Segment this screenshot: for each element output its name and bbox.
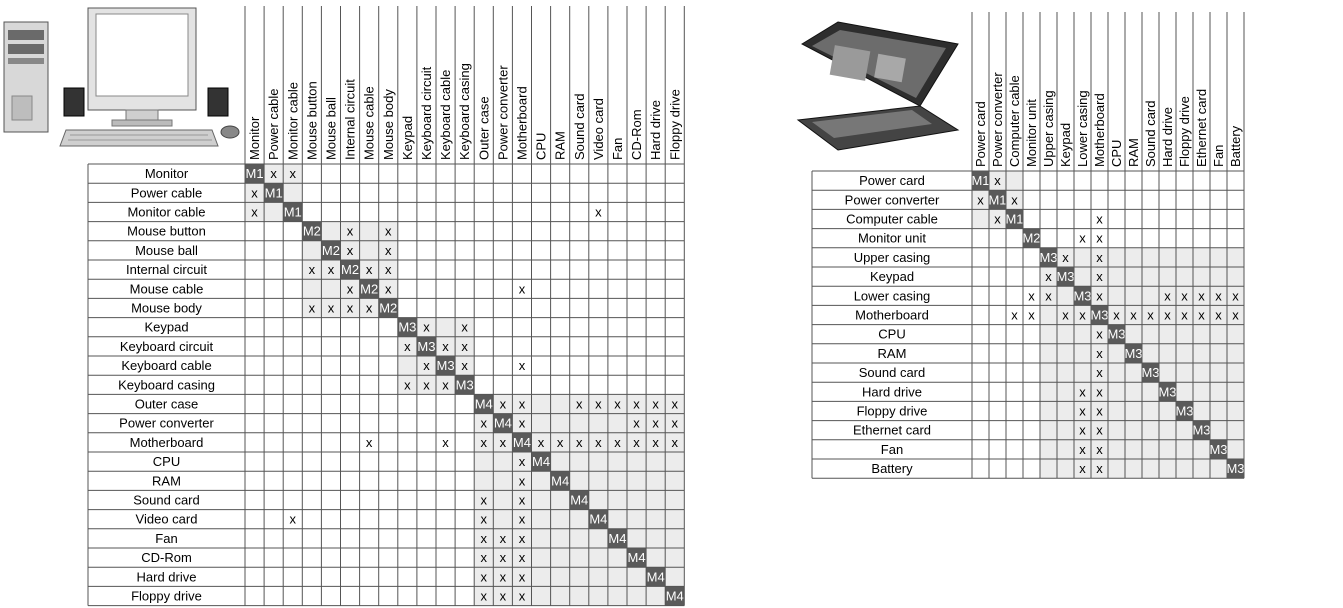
column-label: Power converter <box>990 72 1005 167</box>
row-label: Mouse body <box>131 300 202 316</box>
dependency-mark: x <box>480 588 487 604</box>
dependency-mark: x <box>1096 345 1103 361</box>
dependency-mark: x <box>442 338 449 354</box>
dependency-mark: x <box>1164 307 1171 323</box>
dependency-mark: x <box>1181 288 1188 304</box>
dependency-mark: x <box>480 511 487 527</box>
module-label: M3 <box>1107 326 1126 342</box>
dependency-mark: x <box>1045 269 1052 285</box>
dependency-mark: x <box>1147 307 1154 323</box>
dependency-mark: x <box>1028 307 1035 323</box>
dependency-mark: x <box>518 454 526 470</box>
dependency-mark: x <box>614 434 621 450</box>
dependency-mark: x <box>480 569 487 585</box>
dependency-mark: x <box>518 281 526 297</box>
row-label: Keyboard cable <box>121 358 212 374</box>
dependency-mark: x <box>423 358 430 374</box>
dependency-mark: x <box>633 434 640 450</box>
column-label: Keyboard casing <box>457 63 473 160</box>
dependency-mark: x <box>461 319 468 335</box>
dependency-mark: x <box>346 223 354 239</box>
dependency-mark: x <box>1215 307 1222 323</box>
dependency-mark: x <box>1096 403 1103 419</box>
row-label: Floppy drive <box>131 588 202 604</box>
column-label: Fan <box>609 137 625 160</box>
dependency-mark: x <box>994 211 1001 227</box>
column-label: Keyboard circuit <box>418 66 434 160</box>
module-label: M3 <box>1073 288 1092 304</box>
module-label: M4 <box>646 569 665 585</box>
dependency-mark: x <box>404 338 411 354</box>
module-label: M3 <box>436 358 455 374</box>
row-label: Floppy drive <box>856 403 928 419</box>
dependency-mark: x <box>499 530 507 546</box>
column-label: Upper casing <box>1041 90 1056 167</box>
column-label: Computer cable <box>1007 75 1022 167</box>
dependency-mark: x <box>270 166 277 182</box>
column-label: CD-Rom <box>629 109 645 160</box>
module-label: M4 <box>608 530 627 546</box>
dependency-mark: x <box>480 550 487 566</box>
dependency-mark: x <box>289 166 296 182</box>
dependency-mark: x <box>1079 461 1086 477</box>
module-label: M4 <box>589 511 608 527</box>
dependency-mark: x <box>1062 307 1069 323</box>
dependency-mark: x <box>1028 288 1035 304</box>
dependency-mark: x <box>518 396 526 412</box>
dependency-mark: x <box>1096 211 1103 227</box>
dependency-mark: x <box>518 511 526 527</box>
dependency-mark: x <box>1079 230 1086 246</box>
row-label: Power converter <box>119 415 214 431</box>
dependency-mark: x <box>633 396 640 412</box>
row-label: Mouse cable <box>129 281 204 297</box>
column-label: Monitor <box>247 116 263 160</box>
module-label: M3 <box>1124 345 1143 361</box>
dependency-mark: x <box>1096 230 1103 246</box>
dependency-mark: x <box>480 530 487 546</box>
dependency-mark: x <box>1079 307 1086 323</box>
dependency-mark: x <box>423 319 430 335</box>
dependency-mark: x <box>385 281 392 297</box>
dependency-mark: x <box>556 434 564 450</box>
dependency-mark: x <box>346 300 354 316</box>
dependency-mark: x <box>1096 384 1103 400</box>
module-label: M1 <box>283 204 302 220</box>
dependency-mark: x <box>346 281 354 297</box>
dependency-mark: x <box>1011 307 1018 323</box>
dependency-mark: x <box>576 396 583 412</box>
dependency-mark: x <box>994 173 1001 189</box>
row-label: Battery <box>871 461 913 477</box>
dependency-mark: x <box>327 300 335 316</box>
column-label: Fan <box>1211 144 1226 167</box>
column-label: Video card <box>590 98 606 160</box>
row-label: Power card <box>859 173 925 189</box>
column-label: Power converter <box>495 65 511 160</box>
row-label: RAM <box>877 345 907 361</box>
row-label: Lower casing <box>853 288 931 304</box>
column-label: Mouse body <box>380 89 396 160</box>
dependency-mark: x <box>1079 441 1086 457</box>
module-label: M4 <box>474 396 493 412</box>
column-label: Sound card <box>1143 100 1158 167</box>
row-label: Motherboard <box>129 434 204 450</box>
dependency-mark: x <box>595 434 602 450</box>
column-label: Internal circuit <box>342 79 358 160</box>
dependency-mark: x <box>1096 249 1103 265</box>
dependency-mark: x <box>1181 307 1188 323</box>
module-label: M1 <box>1005 211 1024 227</box>
row-label: Monitor unit <box>858 230 926 246</box>
dependency-mark: x <box>1096 422 1103 438</box>
laptop-computer-illustration <box>798 22 958 150</box>
column-label: Hard drive <box>648 100 664 160</box>
dependency-mark: x <box>576 434 583 450</box>
module-label: M4 <box>627 550 646 566</box>
dependency-mark: x <box>346 242 354 258</box>
row-label: Power cable <box>130 185 203 201</box>
dependency-mark: x <box>385 262 392 278</box>
column-label: Floppy drive <box>1177 96 1192 167</box>
dependency-mark: x <box>385 242 392 258</box>
column-label: CPU <box>1109 139 1124 167</box>
row-label: Hard drive <box>136 569 197 585</box>
module-label: M2 <box>321 242 340 258</box>
dependency-mark: x <box>1198 288 1205 304</box>
module-label: M3 <box>417 338 436 354</box>
column-label: Ethernet card <box>1194 88 1209 167</box>
module-label: M2 <box>302 223 321 239</box>
dependency-mark: x <box>442 434 449 450</box>
dependency-mark: x <box>1232 288 1239 304</box>
column-label: Floppy drive <box>667 89 683 160</box>
module-label: M2 <box>1022 230 1041 246</box>
dependency-mark: x <box>518 415 526 431</box>
module-label: M3 <box>1226 461 1245 477</box>
dependency-mark: x <box>652 434 659 450</box>
column-label: Battery <box>1228 125 1243 167</box>
row-label: Monitor cable <box>127 204 206 220</box>
row-label: Power converter <box>844 192 940 208</box>
column-label: Power card <box>973 101 988 167</box>
dependency-mark: x <box>518 569 526 585</box>
column-label: Keypad <box>399 115 415 160</box>
row-label: Motherboard <box>855 307 929 323</box>
row-label: Upper casing <box>853 249 931 265</box>
dependency-mark: x <box>1079 403 1086 419</box>
column-label: Hard drive <box>1160 107 1175 167</box>
dependency-mark: x <box>499 569 507 585</box>
dependency-mark: x <box>461 338 468 354</box>
row-label: CD-Rom <box>141 550 192 566</box>
row-label: Keyboard circuit <box>119 338 214 354</box>
desktop-computer-illustration <box>4 8 239 146</box>
column-label: Motherboard <box>514 86 530 160</box>
row-label: Mouse ball <box>135 242 198 258</box>
module-label: M2 <box>360 281 379 297</box>
row-label: Outer case <box>134 396 199 412</box>
dependency-mark: x <box>365 262 373 278</box>
dependency-mark: x <box>614 396 621 412</box>
dependency-mark: x <box>1011 192 1018 208</box>
row-label: Computer cable <box>846 211 938 227</box>
dependency-mark: x <box>1045 288 1052 304</box>
module-label: M3 <box>1090 307 1109 323</box>
column-label: Outer case <box>476 96 492 160</box>
column-label: CPU <box>533 132 549 160</box>
dependency-mark: x <box>518 358 526 374</box>
module-label: M1 <box>264 185 283 201</box>
module-label: M1 <box>971 173 990 189</box>
module-label: M4 <box>551 473 570 489</box>
module-label: M4 <box>665 588 684 604</box>
row-label: CPU <box>152 454 181 470</box>
column-label: Keyboard cable <box>438 69 454 160</box>
dependency-mark: x <box>1096 288 1103 304</box>
module-label: M3 <box>398 319 417 335</box>
dependency-mark: x <box>365 434 373 450</box>
dependency-mark: x <box>499 588 507 604</box>
dependency-mark: x <box>251 204 258 220</box>
module-label: M3 <box>1039 249 1058 265</box>
row-label: RAM <box>152 473 181 489</box>
column-label: RAM <box>1126 138 1141 167</box>
dependency-mark: x <box>499 434 507 450</box>
module-label: M1 <box>988 192 1007 208</box>
dependency-mark: x <box>365 300 373 316</box>
dependency-mark: x <box>671 434 678 450</box>
row-label: Internal circuit <box>126 262 207 278</box>
dependency-mark: x <box>289 511 296 527</box>
row-label: Sound card <box>858 365 926 381</box>
dependency-mark: x <box>1096 461 1103 477</box>
dependency-mark: x <box>1096 326 1103 342</box>
column-label: Mouse cable <box>361 86 377 160</box>
column-label: Monitor cable <box>285 81 301 160</box>
dependency-mark: x <box>537 434 545 450</box>
module-label: M3 <box>1056 269 1075 285</box>
dependency-mark: x <box>480 434 487 450</box>
row-label: Keypad <box>869 269 915 285</box>
column-label: Motherboard <box>1092 93 1107 167</box>
module-label: M1 <box>245 166 264 182</box>
row-label: Monitor <box>144 166 189 182</box>
module-label: M4 <box>532 454 551 470</box>
dependency-mark: x <box>518 530 526 546</box>
dependency-mark: x <box>499 550 507 566</box>
row-label: CPU <box>878 326 906 342</box>
column-label: Mouse button <box>304 81 320 160</box>
column-label: Keypad <box>1058 122 1073 167</box>
column-label: Power cable <box>266 88 282 160</box>
dependency-mark: x <box>652 415 659 431</box>
column-label: Monitor unit <box>1024 99 1039 167</box>
dependency-mark: x <box>1232 307 1239 323</box>
dependency-mark: x <box>633 415 640 431</box>
dependency-mark: x <box>251 185 258 201</box>
row-label: Hard drive <box>862 384 922 400</box>
dependency-mark: x <box>595 396 602 412</box>
dependency-mark: x <box>1096 441 1103 457</box>
dependency-mark: x <box>671 396 678 412</box>
dependency-mark: x <box>518 492 526 508</box>
dependency-mark: x <box>461 358 468 374</box>
dependency-mark: x <box>1130 307 1137 323</box>
row-label: Fan <box>155 530 178 546</box>
dependency-mark: x <box>385 223 392 239</box>
dependency-mark: x <box>1198 307 1205 323</box>
row-label: Ethernet card <box>852 422 932 438</box>
dependency-mark: x <box>518 550 526 566</box>
module-label: M3 <box>1209 441 1228 457</box>
dependency-mark: x <box>1079 384 1086 400</box>
dependency-mark: x <box>518 473 526 489</box>
dependency-mark: x <box>1164 288 1171 304</box>
module-label: M3 <box>1141 365 1160 381</box>
row-label: Sound card <box>133 492 200 508</box>
column-label: Sound card <box>571 93 587 160</box>
module-label: M3 <box>455 377 474 393</box>
dependency-mark: x <box>442 377 449 393</box>
row-label: Video card <box>135 511 198 527</box>
dependency-mark: x <box>1113 307 1120 323</box>
module-label: M2 <box>379 300 398 316</box>
module-label: M4 <box>493 415 512 431</box>
dependency-mark: x <box>977 192 984 208</box>
dependency-mark: x <box>595 204 602 220</box>
row-label: Keyboard casing <box>118 377 215 393</box>
dependency-mark: x <box>308 262 316 278</box>
row-label: Fan <box>880 441 904 457</box>
dependency-mark: x <box>480 415 487 431</box>
row-label: Mouse button <box>127 223 206 239</box>
dependency-mark: x <box>1062 249 1069 265</box>
dependency-mark: x <box>1079 422 1086 438</box>
row-label: Keypad <box>144 319 189 335</box>
column-label: Mouse ball <box>323 97 339 160</box>
module-label: M3 <box>1175 403 1194 419</box>
dependency-mark: x <box>652 396 659 412</box>
dependency-mark: x <box>423 377 430 393</box>
column-label: RAM <box>552 131 568 160</box>
module-label: M4 <box>512 434 531 450</box>
dependency-mark: x <box>327 262 335 278</box>
dependency-mark: x <box>308 300 316 316</box>
module-label: M4 <box>570 492 589 508</box>
dependency-mark: x <box>499 396 507 412</box>
dependency-mark: x <box>404 377 411 393</box>
module-label: M3 <box>1158 384 1177 400</box>
module-label: M2 <box>341 262 360 278</box>
module-label: M3 <box>1192 422 1211 438</box>
dependency-mark: x <box>1096 269 1103 285</box>
column-label: Lower casing <box>1075 90 1090 167</box>
dependency-mark: x <box>671 415 678 431</box>
dependency-mark: x <box>480 492 487 508</box>
dependency-mark: x <box>1096 365 1103 381</box>
dependency-mark: x <box>1215 288 1222 304</box>
dependency-mark: x <box>518 588 526 604</box>
